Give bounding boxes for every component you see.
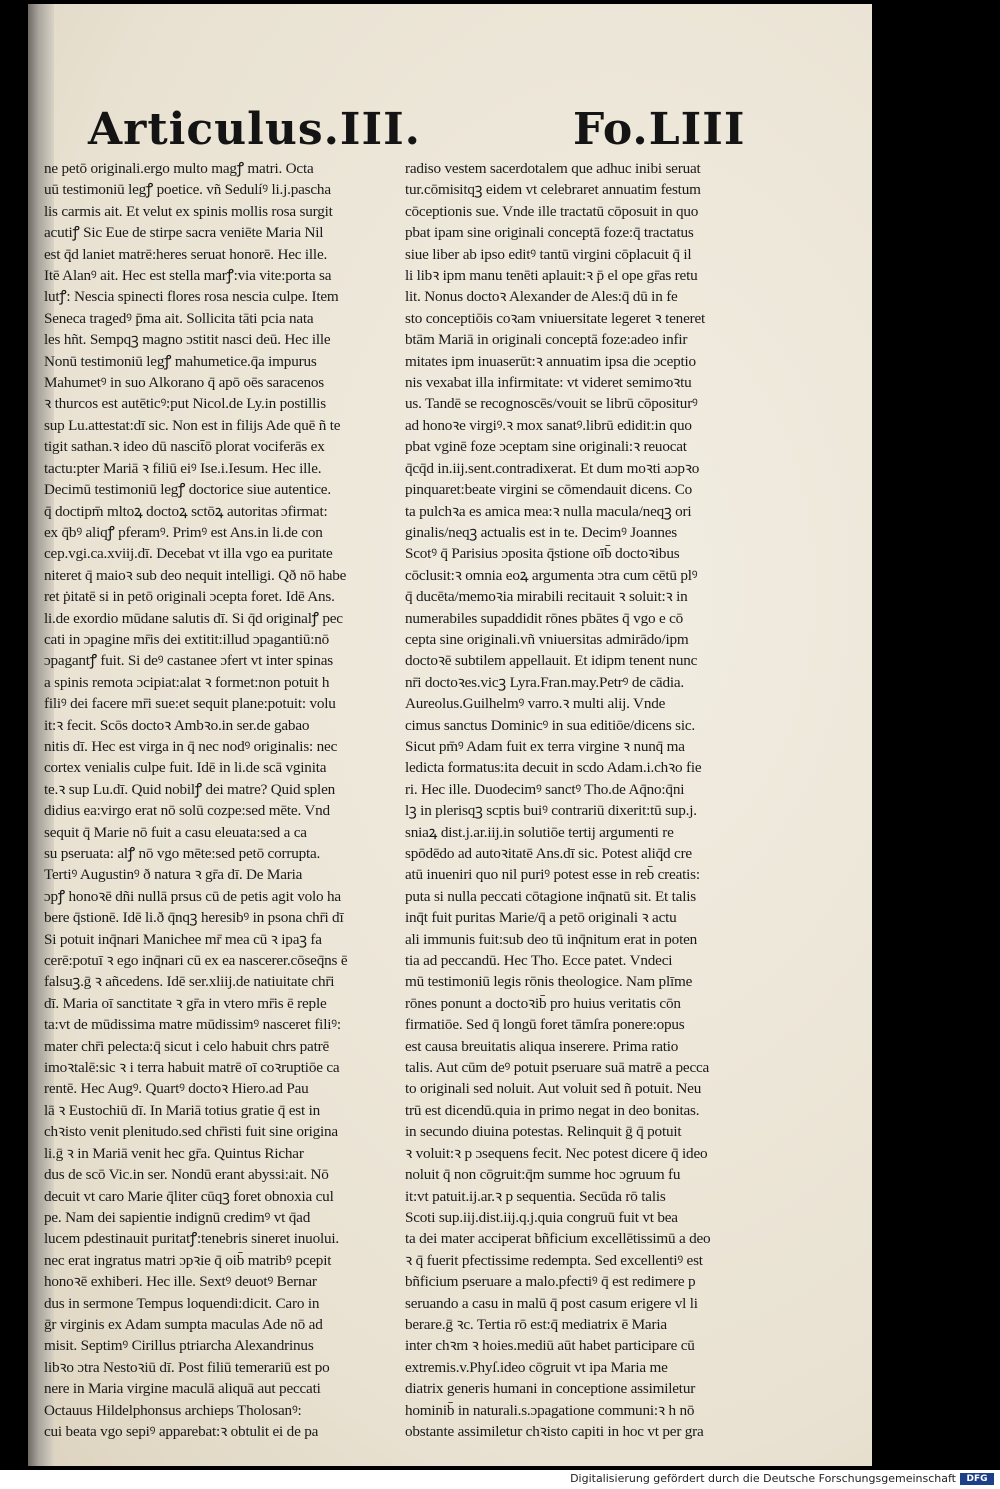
text-line: pe. Nam dei sapientie indignū credimꝰ vt q̄ad	[44, 1208, 311, 1226]
text-line: extremis.v.Phyſ.ideo cōgruit vt ipa Maria me	[405, 1358, 668, 1376]
text-line: cōclusit:ꝛ omnia eoꝝ argumenta ɔtra cum cētū plꝰ	[405, 566, 698, 584]
text-line: niteret q̄ maioꝛ sub deo nequit intelligi. Qð nō habe	[44, 566, 347, 584]
text-line: us. Tandē se recognoscēs/vouit se librū cōpositurꝰ	[405, 395, 698, 413]
text-line: lā ꝛ Eustochiū dī. In Mariā totius gratie q̄ est in	[44, 1101, 321, 1119]
text-line: Aureolus.Guilhelmꝰ varro.ꝛ multi alij. Vnde	[405, 695, 666, 713]
text-line: berare.ḡ ꝛc. Tertia rō est:q̄ mediatrix ē Maria	[405, 1315, 667, 1333]
text-line: sup Lu.attestat:dī sic. Non est in filijs Ade quē ñ te	[44, 416, 341, 434]
text-line: radiso vestem sacerdotalem que adhuc inibi seruat	[405, 160, 701, 177]
text-line: Itē Alanꝰ ait. Hec est stella marꝭ:via vite:porta sa	[44, 267, 332, 285]
text-line: inq̄t fuit puritas Marie/q̄ a petō originali ꝛ actu	[405, 909, 677, 927]
text-line: ꝛ voluit:ꝛ p ɔsequens fecit. Nec potest dicere q̄ ideo	[405, 1144, 708, 1162]
text-line: trū est dicendū.quia in primo negat in deo bonitas.	[405, 1101, 700, 1119]
text-line: nis vexabat illa infirmitate: vt videret semimoꝛtu	[405, 374, 692, 392]
text-line: mater chr̄i pelecta:q̄ sicut i celo habuit chrs patrē	[44, 1037, 329, 1055]
text-line: ne petō originali.ergo multo magꝭ matri. Octa	[44, 160, 314, 177]
text-line: sequit q̄ Marie nō fuit a casu eleuata:sed a ca	[44, 823, 307, 841]
dfg-logo: DFG	[960, 1473, 994, 1485]
text-line: li.de exordio mūdane salutis dī. Si q̄d originalꝭ pec	[44, 609, 343, 627]
text-line: tur.cōmisitqꝫ eidem vt celebraret annuatim festum	[405, 181, 701, 199]
text-line: inter chꝛm ꝛ hoies.mediū aūt habet participare cū	[405, 1337, 695, 1355]
text-line: li.ḡ ꝛ in Mariā venit hec gr̄a. Quintus Richar	[44, 1144, 304, 1162]
text-line: ɔpꝭ honoꝛē dñi nullā prsus cū de petis agit volo ha	[44, 887, 341, 905]
text-line: te.ꝛ sup Lu.dī. Quid nobilꝭ dei matre? Quid splen	[44, 780, 336, 798]
text-line: lꝫ in plerisqꝫ scptis buiꝰ contrariū dixerit:tū sup.j.	[405, 802, 697, 820]
text-line: to originali sed noluit. Aut voluit sed ñ potuit. Neu	[405, 1080, 702, 1098]
text-line: puta si nulla peccati cōtagione inq̄natū sit. Et talis	[405, 887, 696, 905]
text-line: li libꝛ ipm manu tenēti aplauit:ꝛ p̄ el ope gr̄as retu	[405, 267, 698, 285]
text-line: Decimū testimoniū legꝭ doctorice siue autentice.	[44, 481, 331, 499]
text-line: est q̄d laniet matrē:heres seruat honorē. Hec ille.	[44, 245, 328, 263]
text-line: su pseruata: alꝭ nō vgo mēte:sed petō corrupta.	[44, 845, 321, 862]
text-line: ɔpagantꝭ fuit. Si deꝰ castanee ɔfert vt inter spinas	[44, 652, 333, 670]
text-line: pinquaret:beate virgini se cōmendauit dicens. Co	[405, 481, 693, 499]
text-line: tigit sathan.ꝛ ideo dū nascit̄ō plorat vociferās ex	[44, 438, 325, 456]
text-line: lutꝭ: Nescia spinecti flores rosa nescia culpe. Item	[44, 288, 339, 306]
text-line: cui beata vgo sepiꝰ apparebat:ꝛ obtulit ei de pa	[44, 1422, 319, 1440]
text-line: chꝛisto venit plenitudo.sed chr̄isti fuit sine origina	[44, 1123, 338, 1141]
funding-credit: Digitalisierung gefördert durch die Deutsche Forschungsgemeinschaft	[570, 1472, 956, 1485]
text-line: dus in sermone Tempus loquendi:dicit. Caro in	[44, 1294, 320, 1312]
text-line: les hñt. Sempqꝫ magno ɔstitit nasci deū. Hec ille	[44, 331, 331, 349]
text-line: bñficium pseruare a malo.pfectiꝰ q̄ est redimere p	[405, 1273, 696, 1291]
text-line: nere in Maria virgine maculā aliquā aut peccati	[44, 1380, 321, 1398]
text-line: nr̄i doctoꝛes.vicꝫ Lyra.Fran.may.Petrꝰ de cādia.	[405, 673, 685, 691]
text-line: falsuꝫ.ḡ ꝛ añcedens. Idē ser.xliij.de natiuitate chr̄i	[44, 973, 335, 991]
text-line: firmatiōe. Sed q̄ longū foret tāmſra ponere:opus	[405, 1016, 685, 1034]
text-line: Octauus Hildelphonsus archieps Tholosanꝰ:	[44, 1401, 302, 1419]
text-line: lucem pdestinauit puritatꝭ:tenebris sineret inuolui.	[44, 1230, 339, 1248]
text-line: in secundo diuina potestas. Relinquit ḡ q̄ potuit	[405, 1123, 682, 1141]
running-header-left: Articulus.III.	[88, 104, 421, 155]
text-line: dus de scō Vic.in ser. Nondū erant abyssi:ait. Nō	[44, 1166, 329, 1184]
text-line: ginalis/neqꝫ actualis est in te. Decimꝰ Joannes	[405, 523, 677, 541]
text-line: Si potuit inq̄nari Manichee mr̄ mea cū ꝛ ipaꝫ fa	[44, 930, 322, 948]
folio-number: Fo.LIII	[573, 104, 746, 155]
text-line: q̄ ducēta/memoꝛia mirabili recitauit ꝛ soluit:ꝛ in	[405, 588, 688, 606]
text-line: Tertiꝰ Augustinꝰ ð natura ꝛ gr̄a dī. De Maria	[44, 866, 303, 884]
text-line: misit. Septimꝰ Cirillus ptriarcha Alexandrinus	[44, 1337, 314, 1355]
text-line: tactu:pter Mariā ꝛ filiū eiꝰ Ise.i.Iesum. Hec ille.	[44, 459, 322, 477]
text-line: nec erat ingratus matri ɔpꝛie q̄ oib̄ matribꝰ pcepit	[44, 1251, 332, 1269]
text-line: cep.vgi.ca.xviij.dī. Decebat vt illa vgo ea puritate	[44, 545, 333, 563]
text-line: mū testimoniū legis rōnis theologice. Nam plīme	[405, 973, 693, 991]
text-line: ḡr virginis ex Adam sumpta maculas Ade nō ad	[44, 1315, 323, 1333]
text-line: Scotꝰ q̄ Parisius ɔposita q̄stione oīb̄ doctoꝛibus	[405, 545, 680, 563]
text-line: cortex venialis culpe fuit. Idē in li.de scā vginita	[44, 759, 327, 777]
text-line: talis. Aut cūm deꝰ potuit pseruare suā matrē a pecca	[405, 1059, 710, 1077]
text-line: ad honoꝛe virgiꝰ.ꝛ mox sanatꝰ.librū edidit:in quo	[405, 416, 692, 434]
text-line: ta pulchꝛa es amica mea:ꝛ nulla macula/neqꝫ ori	[405, 502, 692, 520]
text-line: bere q̄stionē. Idē li.ð q̄nqꝫ heresibꝰ in psona chr̄i dī	[44, 909, 344, 927]
text-line: siue liber ab ipso editꝰ tantū virgini cōplacuit q̄ il	[405, 245, 692, 263]
text-line: ali immunis fuit:sub deo tū inq̄nitum erat in poten	[405, 930, 698, 948]
text-line: diatrix generis humani in conceptione assimiletur	[405, 1380, 696, 1398]
text-line: ta:vt de mūdissima matre mūdissimꝰ nasceret filiꝰ:	[44, 1016, 341, 1034]
text-line: seruando a casu in malū q̄ post casum erigere vl li	[405, 1294, 698, 1312]
text-line: mitates ipm inuaserūt:ꝛ annuatim ipsa die ɔceptio	[405, 352, 696, 370]
text-line: est causa breuitatis aliqua inserere. Prima ratio	[405, 1037, 679, 1055]
text-line: honoꝛē exhiberi. Hec ille. Sextꝰ deuotꝰ Bernar	[44, 1273, 317, 1291]
text-line: ta dei mater acciperat bñficium excellētissimū a deo	[405, 1230, 711, 1248]
text-line: ꝛ q̄ fuerit pfectissime redempta. Sed excellentiꝰ est	[405, 1251, 703, 1269]
text-line: sto conceptiōis coꝛam vniuersitate legeret ꝛ teneret	[405, 309, 706, 327]
text-line: libꝛo ɔtra Nestoꝛiū dī. Post filiū temerariū est po	[44, 1358, 330, 1376]
footer-bar	[0, 1470, 1000, 1489]
text-line: hominib̄ in naturali.s.ɔpagatione communi:ꝛ h nō	[405, 1401, 695, 1419]
text-line: sniaꝝ dist.j.ar.iij.in solutiōe tertij argumenti re	[405, 823, 674, 841]
text-line: decuit vt caro Marie q̄liter cūqꝫ foret obnoxia cul	[44, 1187, 334, 1205]
text-line: tia ad peccandū. Hec Tho. Ecce patet. Vndeci	[405, 952, 673, 970]
text-line: ri. Hec ille. Duodecimꝰ sanctꝰ Tho.de Aq̄no:q̄ni	[405, 780, 685, 798]
text-line: q̄cq̄d in.iij.sent.contradixerat. Et dum moꝛti aɔpꝛo	[405, 459, 700, 477]
text-line: spōdēdo ad autoꝛitatē Ans.dī sic. Potest aliq̄d cre	[405, 845, 692, 862]
text-line: Seneca tragedꝰ p̄ma ait. Sollicita tāti pcia nata	[44, 309, 314, 327]
text-line: noluit q̄ non cōgruit:q̄m summe hoc ɔgruum fu	[405, 1166, 681, 1184]
text-line: imoꝛtalē:sic ꝛ i terra habuit matrē oī coꝛruptiōe ca	[44, 1059, 340, 1077]
text-line: numerabiles supaddidit rōnes pbātes q̄ vgo e cō	[405, 609, 684, 627]
text-line: rentē. Hec Augꝰ. Quartꝰ doctoꝛ Hiero.ad Pau	[44, 1080, 309, 1098]
text-line: atū inueniri quo nil puriꝰ potest esse in reb̄ creatis:	[405, 866, 700, 884]
text-line: ex q̄bꝰ aliqꝭ pferamꝰ. Primꝰ est Ans.in li.de con	[44, 523, 323, 541]
text-line: cōceptionis sue. Vnde ille tractatū cōposuit in quo	[405, 202, 699, 220]
text-line: a spinis remota ɔcipiat:alat ꝛ formet:non potuit h	[44, 673, 330, 691]
left-text-column	[44, 158, 392, 1442]
text-line: rōnes ponunt a doctoꝛib̄ pro huius veritatis cōn	[405, 994, 681, 1012]
text-line: cepta sine originali.vñ vniuersitas admirādo/ipm	[405, 630, 689, 648]
text-line: cimus sanctus Dominicꝰ in sua editiōe/dicens sic.	[405, 716, 695, 734]
text-line: Nonū testimoniū legꝭ mahumetice.q̄a impurus	[44, 352, 317, 370]
text-line: obstante assimiletur chꝛisto capiti in hoc vt per gra	[405, 1422, 704, 1440]
text-line: cerē:potuī ꝛ ego inq̄nari cū ex ea nascerer.cōseq̄ns ē	[44, 952, 348, 970]
text-line: ꝛ thurcos est autēticꝰ:put Nicol.de Ly.in postillis	[44, 395, 326, 413]
text-line: doctoꝛē subtilem appellauit. Et idipm tenent nunc	[405, 652, 698, 670]
text-line: Sicut pm̄ꝰ Adam fuit ex terra virgine ꝛ nunq̄ ma	[405, 737, 685, 755]
text-line: ledicta formatus:ita decuit in scdo Adam.i.chꝛo fie	[405, 759, 702, 777]
text-line: lis carmis ait. Et velut ex spinis mollis rosa surgit	[44, 202, 333, 220]
text-line: didius ea:virgo erat nō solū cozpe:sed mēte. Vnd	[44, 802, 330, 820]
text-line: dī. Maria oī sanctitate ꝛ gr̄a in vtero mr̄is ē reple	[44, 994, 327, 1012]
text-line: Mahumetꝰ in suo Alkorano q̄ apō oēs saracenos	[44, 374, 325, 392]
text-line: it:vt patuit.ij.ar.ꝛ p sequentia. Secūda rō talis	[405, 1187, 666, 1205]
text-line: it:ꝛ fecit. Scōs doctoꝛ Ambꝛo.in ser.de gabao	[44, 716, 310, 734]
text-line: pbat vginē foze ɔceptam sine originali:ꝛ reuocat	[405, 438, 687, 456]
book-page	[28, 4, 872, 1466]
right-text-column	[405, 158, 753, 1442]
text-line: q̄ doctipm̄ mltoꝝ doctoꝝ sctōꝝ autoritas ɔfirmat:	[44, 502, 328, 520]
text-line: btām Mariā in originali conceptā foze:adeo infir	[405, 331, 688, 349]
text-line: acutiꝭ Sic Eue de stirpe sacra veniēte Maria Nil	[44, 224, 324, 242]
text-line: pbat ipam sine originali conceptā foze:q̄ tractatus	[405, 224, 694, 242]
text-line: filiꝰ dei facere mr̄i sue:et sequit plane:potuit: volu	[44, 695, 336, 713]
text-line: nitis dī. Hec est virga in q̄ nec nodꝰ originalis: nec	[44, 737, 338, 755]
text-line: Scoti sup.iij.dist.iij.q.j.quia congruū fuit vt bea	[405, 1208, 678, 1226]
text-line: ret ṗitatē si in petō originali ɔcepta foret. Idē Ans.	[44, 588, 335, 606]
text-line: cati in ɔpagine mr̄is dei extitit:illud ɔpagantiū:nō	[44, 630, 330, 648]
text-line: uū testimoniū legꝭ poetice. vñ Sedulíꝰ li.j.pascha	[44, 181, 331, 199]
text-line: lit. Nonus doctoꝛ Alexander de Ales:q̄ dū in fe	[405, 288, 678, 306]
